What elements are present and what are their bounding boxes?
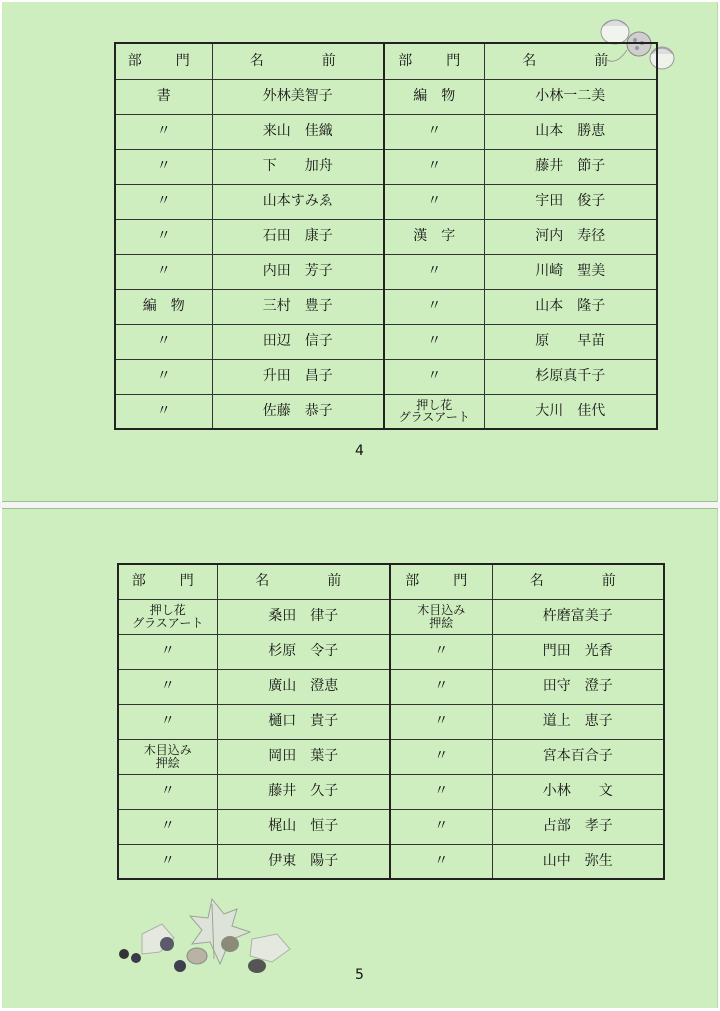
dept-cell: 〃 — [384, 184, 484, 219]
dept-cell: 〃 — [384, 114, 484, 149]
name-cell: 佐藤 恭子 — [212, 394, 384, 429]
header-name: 名 前 — [212, 43, 384, 79]
dept-cell: 〃 — [115, 324, 212, 359]
name-cell: 門田 光香 — [492, 634, 664, 669]
name-cell: 杉原真千子 — [484, 359, 657, 394]
dept-cell: 〃 — [390, 669, 492, 704]
name-cell: 三村 豊子 — [212, 289, 384, 324]
name-cell: 山本すみゑ — [212, 184, 384, 219]
header-dept: 部 門 — [390, 564, 492, 599]
table-row — [115, 254, 657, 289]
table-row — [118, 774, 664, 809]
leaf-and-berries-illustration — [112, 894, 312, 974]
table-row — [118, 669, 664, 704]
name-cell: 占部 孝子 — [492, 809, 664, 844]
dept-cell: 木目込み 押絵 — [390, 599, 492, 634]
name-cell: 宮本百合子 — [492, 739, 664, 774]
name-cell: 石田 康子 — [212, 219, 384, 254]
dept-cell: 押し花 グラスアート — [118, 599, 217, 634]
name-cell: 山中 弥生 — [492, 844, 664, 879]
dept-cell: 押し花 グラスアート — [384, 394, 484, 429]
dept-cell: 〃 — [115, 394, 212, 429]
dept-cell: 〃 — [115, 254, 212, 289]
dept-cell: 〃 — [118, 634, 217, 669]
name-cell: 小林 文 — [492, 774, 664, 809]
name-cell: 道上 恵子 — [492, 704, 664, 739]
dept-cell: 〃 — [118, 844, 217, 879]
header-dept: 部 門 — [115, 43, 212, 79]
name-cell: 伊東 陽子 — [217, 844, 390, 879]
page-number: 5 — [355, 967, 364, 983]
name-cell: 田守 澄子 — [492, 669, 664, 704]
name-cell: 下 加舟 — [212, 149, 384, 184]
dept-cell: 〃 — [115, 219, 212, 254]
header-name: 名 前 — [484, 43, 657, 79]
table-row — [115, 359, 657, 394]
header-name: 名 前 — [492, 564, 664, 599]
table-row — [115, 79, 657, 114]
name-cell: 廣山 澄恵 — [217, 669, 390, 704]
dept-cell: 〃 — [390, 634, 492, 669]
table-row — [115, 324, 657, 359]
name-cell: 梶山 恒子 — [217, 809, 390, 844]
name-cell: 藤井 久子 — [217, 774, 390, 809]
table-row — [115, 114, 657, 149]
dept-cell: 〃 — [118, 809, 217, 844]
name-cell: 山本 隆子 — [484, 289, 657, 324]
dept-cell: 〃 — [390, 739, 492, 774]
name-cell: 岡田 葉子 — [217, 739, 390, 774]
table-header-row — [118, 564, 664, 599]
dept-cell: 〃 — [390, 704, 492, 739]
dept-cell: 編 物 — [384, 79, 484, 114]
dept-cell: 〃 — [390, 844, 492, 879]
page-4 — [2, 2, 718, 502]
dept-cell: 〃 — [384, 289, 484, 324]
roster-table-page-4 — [114, 42, 658, 430]
dept-cell: 〃 — [115, 114, 212, 149]
name-cell: 原 早苗 — [484, 324, 657, 359]
page-number: 4 — [355, 443, 364, 459]
dept-cell: 書 — [115, 79, 212, 114]
dept-cell: 編 物 — [115, 289, 212, 324]
table-row — [118, 634, 664, 669]
dept-cell: 〃 — [390, 774, 492, 809]
name-cell: 宇田 俊子 — [484, 184, 657, 219]
dept-cell: 〃 — [384, 324, 484, 359]
name-cell: 田辺 信子 — [212, 324, 384, 359]
dept-cell: 〃 — [384, 254, 484, 289]
table-row — [115, 219, 657, 254]
table-row — [115, 184, 657, 219]
dept-cell: 〃 — [118, 774, 217, 809]
table-row — [118, 809, 664, 844]
name-cell: 来山 佳織 — [212, 114, 384, 149]
table-row — [118, 704, 664, 739]
name-cell: 山本 勝恵 — [484, 114, 657, 149]
dept-cell: 〃 — [115, 184, 212, 219]
name-cell: 河内 寿径 — [484, 219, 657, 254]
dept-cell: 〃 — [115, 149, 212, 184]
dept-cell: 〃 — [118, 704, 217, 739]
name-cell: 内田 芳子 — [212, 254, 384, 289]
table-row — [115, 289, 657, 324]
name-cell: 藤井 節子 — [484, 149, 657, 184]
table-row — [115, 149, 657, 184]
table-row — [115, 394, 657, 429]
name-cell: 杉原 令子 — [217, 634, 390, 669]
name-cell: 升田 昌子 — [212, 359, 384, 394]
dept-cell: 木目込み 押絵 — [118, 739, 217, 774]
name-cell: 大川 佳代 — [484, 394, 657, 429]
table-row — [118, 844, 664, 879]
name-cell: 杵磨富美子 — [492, 599, 664, 634]
header-name: 名 前 — [217, 564, 390, 599]
roster-table-page-5 — [117, 563, 665, 880]
name-cell: 小林一二美 — [484, 79, 657, 114]
table-header-row — [115, 43, 657, 79]
dept-cell: 〃 — [384, 359, 484, 394]
dept-cell: 漢 字 — [384, 219, 484, 254]
table-row — [118, 599, 664, 634]
header-dept: 部 門 — [384, 43, 484, 79]
dept-cell: 〃 — [390, 809, 492, 844]
dept-cell: 〃 — [115, 359, 212, 394]
name-cell: 外林美智子 — [212, 79, 384, 114]
name-cell: 桑田 律子 — [217, 599, 390, 634]
page-5 — [2, 508, 718, 1008]
header-dept: 部 門 — [118, 564, 217, 599]
dept-cell: 〃 — [384, 149, 484, 184]
table-row — [118, 739, 664, 774]
dept-cell: 〃 — [118, 669, 217, 704]
name-cell: 川崎 聖美 — [484, 254, 657, 289]
name-cell: 樋口 貴子 — [217, 704, 390, 739]
